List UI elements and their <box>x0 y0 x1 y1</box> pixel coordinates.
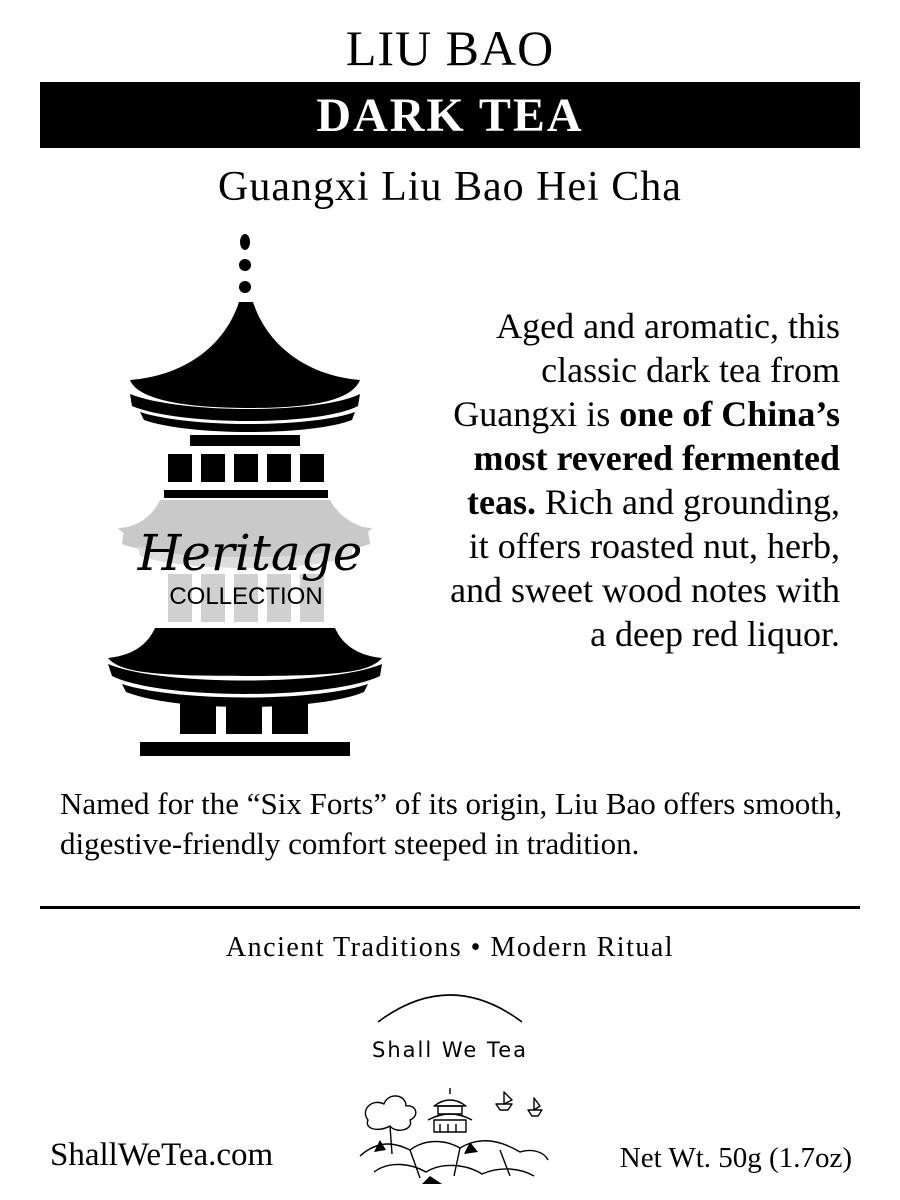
product-subtitle: Guangxi Liu Bao Hei Cha <box>218 164 682 210</box>
product-name: LIU BAO <box>345 20 555 76</box>
description-tail: Rich and grounding, it offers roasted nut, herb, and sweet wood notes with a deep red liquor. <box>450 482 840 654</box>
brand-name: Shall We Tea <box>371 1038 529 1062</box>
tagline: Ancient Traditions • Modern Ritual <box>225 932 675 963</box>
category-banner <box>40 82 860 148</box>
divider <box>40 906 860 909</box>
description-emphasis: one of China’s most revered fermented teas. <box>467 394 840 522</box>
website-link[interactable]: ShallWeTea.com <box>50 1137 274 1173</box>
teapot-arc-icon <box>370 982 530 1032</box>
origin-story: Named for the “Six Forts” of its origin, Liu Bao offers smooth, digestive-friendly comfort steeped in tradition. <box>60 786 843 861</box>
net-weight: Net Wt. 50g (1.7oz) <box>619 1142 852 1174</box>
emblem-caps-text: COLLECTION <box>169 583 323 610</box>
description-lead: Aged and aromatic, this classic dark tea from Guangxi is <box>453 306 840 434</box>
emblem-script-text: Heritage <box>137 524 363 582</box>
product-description <box>440 304 840 656</box>
landscape-pagoda-icon <box>350 1080 550 1190</box>
category-label: DARK TEA <box>316 88 584 142</box>
pagoda-icon <box>100 228 400 768</box>
